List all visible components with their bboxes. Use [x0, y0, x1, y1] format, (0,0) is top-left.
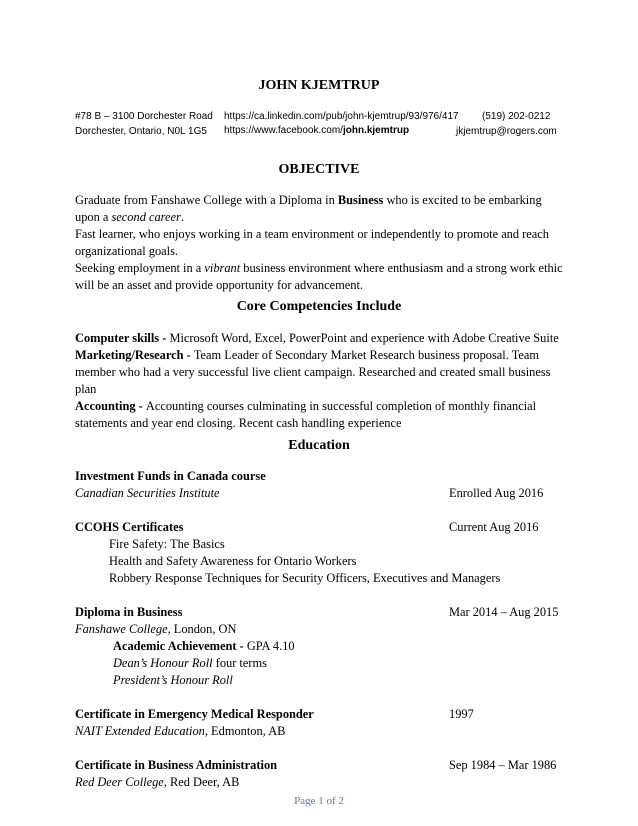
objective-line: will be an asset and provide opportunity for advancement. — [75, 278, 363, 292]
certificate-item: Health and Safety Awareness for Ontario Workers — [109, 554, 357, 568]
objective-line: organizational goals. — [75, 244, 178, 258]
education-date: Enrolled Aug 2016 — [449, 486, 544, 500]
education-list — [75, 468, 565, 791]
education-title: Certificate in Emergency Medical Responder 1997 — [75, 707, 474, 721]
education-institution: Red Deer College, Red Deer, AB — [75, 775, 240, 789]
competency-computer: Computer skills - Microsoft Word, Excel, PowerPoint and experience with Adobe Creative Suite — [75, 331, 559, 345]
facebook-handle: john.kjemtrup — [342, 125, 410, 136]
honour-roll: President’s Honour Roll — [113, 673, 233, 687]
education-date: 1997 — [449, 707, 474, 721]
competency-line: plan — [75, 382, 97, 396]
education-institution: Fanshawe College, London, ON — [75, 622, 237, 636]
education-title: Investment Funds in Canada course — [75, 469, 266, 483]
page-number: Page 1 of 2 — [294, 795, 344, 807]
competencies-text — [75, 330, 575, 432]
facebook-link[interactable] — [224, 125, 409, 136]
candidate-name: JOHN KJEMTRUP — [258, 78, 380, 93]
objective-line: Seeking employment in a vibrant business environment where enthusiasm and a strong work ethic — [75, 261, 563, 275]
education-title: CCOHS Certificates Current Aug 2016 — [75, 520, 539, 534]
honour-roll: Dean’s Honour Roll four terms — [113, 656, 267, 670]
objective-line: Fast learner, who enjoys working in a team environment or independently to promote and reach — [75, 227, 549, 241]
education-date: Mar 2014 – Aug 2015 — [449, 605, 559, 619]
competency-marketing: Marketing/Research - Team Leader of Secondary Market Research business proposal. Team — [75, 348, 540, 362]
objective-heading: OBJECTIVE — [278, 162, 360, 177]
education-title: Certificate in Business Administration Sep 1984 – Mar 1986 — [75, 758, 557, 772]
facebook-prefix: https://www.facebook.com/ — [224, 125, 343, 136]
address-line-1: #78 B – 3100 Dorchester Road — [75, 111, 213, 122]
certificate-item: Robbery Response Techniques for Security Officers, Executives and Managers — [109, 571, 501, 585]
email-link[interactable]: jkjemtrup@rogers.com — [456, 126, 557, 137]
objective-line: Graduate from Fanshawe College with a Diploma in Business who is excited to be embarking — [75, 193, 542, 207]
education-institution: NAIT Extended Education, Edmonton, AB — [75, 724, 286, 738]
competency-line: statements and year end closing. Recent cash handling experience — [75, 416, 402, 430]
education-heading: Education — [288, 438, 350, 453]
address-line-2: Dorchester, Ontario, N0L 1G5 — [75, 126, 207, 137]
objective-text — [75, 192, 575, 294]
linkedin-link[interactable]: https://ca.linkedin.com/pub/john-kjemtrup/93/976/417 — [224, 111, 459, 122]
education-title: Diploma in Business Mar 2014 – Aug 2015 — [75, 605, 559, 619]
education-date: Current Aug 2016 — [449, 520, 539, 534]
education-institution: Canadian Securities Institute Enrolled Aug 2016 — [75, 486, 544, 500]
objective-line: upon a second career. — [75, 210, 184, 224]
competency-line: member who had a very successful live client campaign. Researched and created small business — [75, 365, 551, 379]
competencies-heading: Core Competencies Include — [236, 299, 402, 314]
phone-number: (519) 202-0212 — [482, 111, 551, 122]
competency-accounting: Accounting - Accounting courses culminating in successful completion of monthly financial — [75, 399, 537, 413]
certificate-item: Fire Safety: The Basics — [109, 537, 225, 551]
academic-achievement: Academic Achievement - GPA 4.10 — [113, 639, 295, 653]
education-date: Sep 1984 – Mar 1986 — [449, 758, 557, 772]
